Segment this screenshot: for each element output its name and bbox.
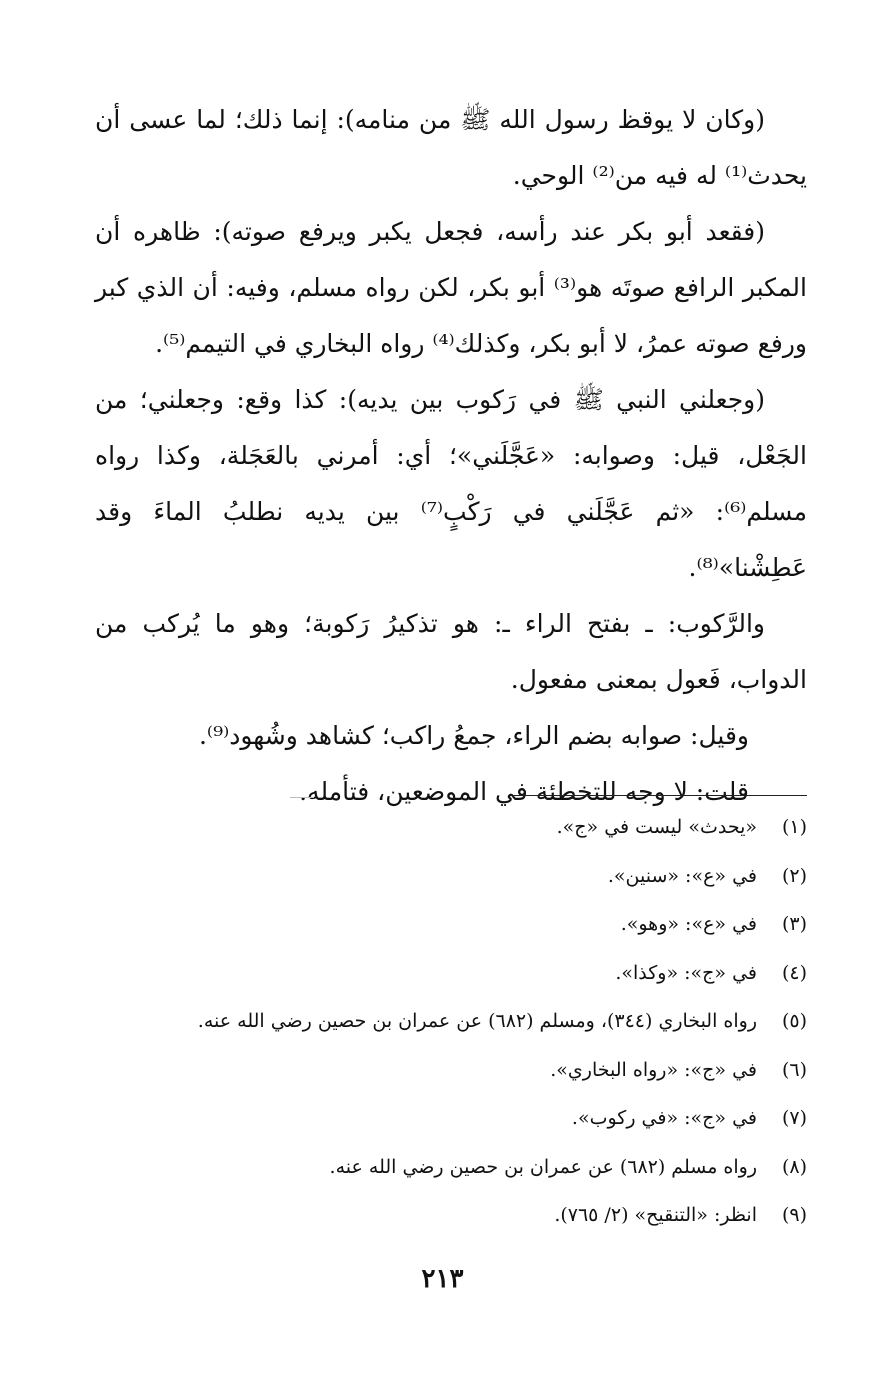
footnote-number: (٩) xyxy=(781,1204,807,1226)
paragraph: والرَّكوب: ـ بفتح الراء ـ: هو تذكيرُ رَكوبة؛ وهو ما يُركب من الدواب، فَعول بمعنى مفعول. xyxy=(95,609,807,694)
footnote-number: (٣) xyxy=(781,913,807,935)
footnote-text: في «ج»: «رواه البخاري». xyxy=(550,1058,757,1081)
footnote-text: انظر: «التنقيح» (٢/ ٧٦٥). xyxy=(554,1204,757,1226)
footnote-number: (١) xyxy=(781,816,807,838)
paragraph: (وجعلني النبي ﷺ في رَكوب بين يديه): كذا وقع: وجعلني؛ من الجَعْل، قيل: وصوابه: «عَجَّلَني»؛ أي: أمرني بالعَجَلة، وكذا رواه مسلم⁽⁶⁾: «ثم عَجَّلَني في رَكْبٍ⁽⁷⁾ بين يديه نطلبُ الماءَ وقد عَطِشْنا»⁽⁸⁾. xyxy=(95,385,807,582)
footnote-text: رواه البخاري (٣٤٤)، ومسلم (٦٨٢) عن عمران بن حصين رضي الله عنه. xyxy=(197,1010,757,1032)
main-text xyxy=(95,92,807,820)
paragraph: (فقعد أبو بكر عند رأسه، فجعل يكبر ويرفع صوته): ظاهره أن المكبر الرافع صوتَه هو⁽³⁾ أبو بكر، لكن رواه مسلم، وفيه: أن الذي كبر ورفع صوته عمرُ، لا أبو بكر، وكذلك⁽⁴⁾ رواه البخاري في التيمم⁽⁵⁾. xyxy=(95,217,807,358)
scan-mark xyxy=(290,797,314,798)
footnote-item xyxy=(95,861,807,910)
footnote-item xyxy=(95,1103,807,1152)
footnote-number: (٥) xyxy=(781,1010,807,1032)
footnote-text: في «ع»: «وهو». xyxy=(620,913,757,935)
footnote-divider xyxy=(511,795,807,796)
paragraph: (وكان لا يوقظ رسول الله ﷺ من منامه): إنما ذلك؛ لما عسى أن يحدث⁽¹⁾ له فيه من⁽²⁾ الوحي. xyxy=(95,105,807,190)
footnote-number: (٨) xyxy=(781,1155,807,1178)
footnote-text: رواه مسلم (٦٨٢) عن عمران بن حصين رضي الله عنه. xyxy=(329,1155,757,1178)
paragraph: وقيل: صوابه بضم الراء، جمعُ راكب؛ كشاهد وشُهود⁽⁹⁾. xyxy=(198,721,749,750)
footnote-item xyxy=(95,909,807,958)
footnote-text: في «ج»: «في ركوب». xyxy=(571,1107,757,1129)
footnote-item xyxy=(95,812,807,861)
footnote-item xyxy=(95,1055,807,1104)
footnote-text: «يحدث» ليست في «ج». xyxy=(556,816,757,838)
footnote-number: (٦) xyxy=(781,1058,807,1081)
footnote-item xyxy=(95,1152,807,1201)
footnote-text: في «ع»: «سنين». xyxy=(607,864,757,887)
footnote-item xyxy=(95,1200,807,1249)
footnote-item xyxy=(95,1006,807,1055)
footnote-number: (٤) xyxy=(781,961,807,984)
footnotes xyxy=(95,812,807,1249)
footnote-number: (٢) xyxy=(781,864,807,887)
footnote-item xyxy=(95,958,807,1007)
footnote-text: في «ج»: «وكذا». xyxy=(615,961,757,984)
page-number: ٢١٣ xyxy=(421,1264,464,1294)
paragraph: قلت: لا وجه للتخطئة في الموضعين، فتأمله. xyxy=(299,777,749,806)
footnote-number: (٧) xyxy=(781,1107,807,1129)
